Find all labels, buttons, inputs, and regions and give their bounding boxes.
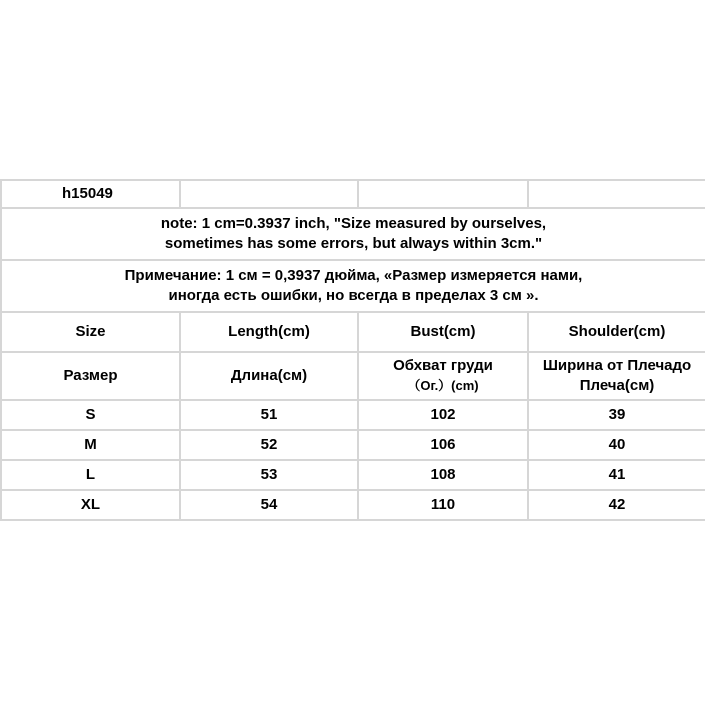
cell-length: 54	[180, 490, 358, 520]
table-row	[1, 400, 705, 430]
cell-shoulder: 40	[528, 430, 705, 460]
header-russian-row	[1, 352, 705, 400]
size-table	[0, 179, 705, 521]
header-ru-bust	[358, 352, 528, 400]
cell-length: 53	[180, 460, 358, 490]
header-ru-bust-line2: （Ог.）(cm)	[407, 378, 479, 393]
header-ru-bust-line1: Обхват груди	[393, 357, 493, 374]
header-length: Length(cm)	[180, 312, 358, 352]
note-english-line1: note: 1 cm=0.3937 inch, "Size measured by ourselves,	[160, 215, 547, 232]
cell-bust: 106	[358, 430, 528, 460]
cell-size: M	[1, 430, 180, 460]
cell-bust: 110	[358, 490, 528, 520]
note-english-line2: sometimes has some errors, but always within 3cm."	[164, 235, 543, 252]
empty-cell	[180, 180, 358, 208]
header-size: Size	[1, 312, 180, 352]
cell-bust: 108	[358, 460, 528, 490]
header-ru-shoulder	[528, 352, 705, 400]
empty-cell	[358, 180, 528, 208]
header-english-row	[1, 312, 705, 352]
product-code: h15049	[1, 180, 180, 208]
cell-bust: 102	[358, 400, 528, 430]
note-russian-row	[1, 260, 705, 312]
table-row	[1, 460, 705, 490]
header-shoulder: Shoulder(cm)	[528, 312, 705, 352]
note-english-row	[1, 208, 705, 260]
header-ru-size: Размер	[1, 352, 180, 400]
table-row	[1, 430, 705, 460]
table-row	[1, 490, 705, 520]
cell-shoulder: 42	[528, 490, 705, 520]
cell-shoulder: 39	[528, 400, 705, 430]
cell-size: XL	[1, 490, 180, 520]
header-ru-shoulder-line1: Ширина от Плечадо	[542, 357, 692, 374]
cell-shoulder: 41	[528, 460, 705, 490]
cell-size: L	[1, 460, 180, 490]
note-russian-line1: Примечание: 1 см = 0,3937 дюйма, «Размер измеряется нами,	[124, 267, 583, 284]
product-code-row	[1, 180, 705, 208]
header-ru-shoulder-line2: Плеча(см)	[579, 377, 655, 394]
header-bust: Bust(cm)	[358, 312, 528, 352]
cell-length: 52	[180, 430, 358, 460]
cell-size: S	[1, 400, 180, 430]
size-chart	[0, 179, 705, 521]
note-russian-line2: иногда есть ошибки, но всегда в пределах 3 см ».	[168, 287, 539, 304]
header-ru-length: Длина(см)	[180, 352, 358, 400]
empty-cell	[528, 180, 705, 208]
cell-length: 51	[180, 400, 358, 430]
note-english	[1, 208, 705, 260]
note-russian	[1, 260, 705, 312]
